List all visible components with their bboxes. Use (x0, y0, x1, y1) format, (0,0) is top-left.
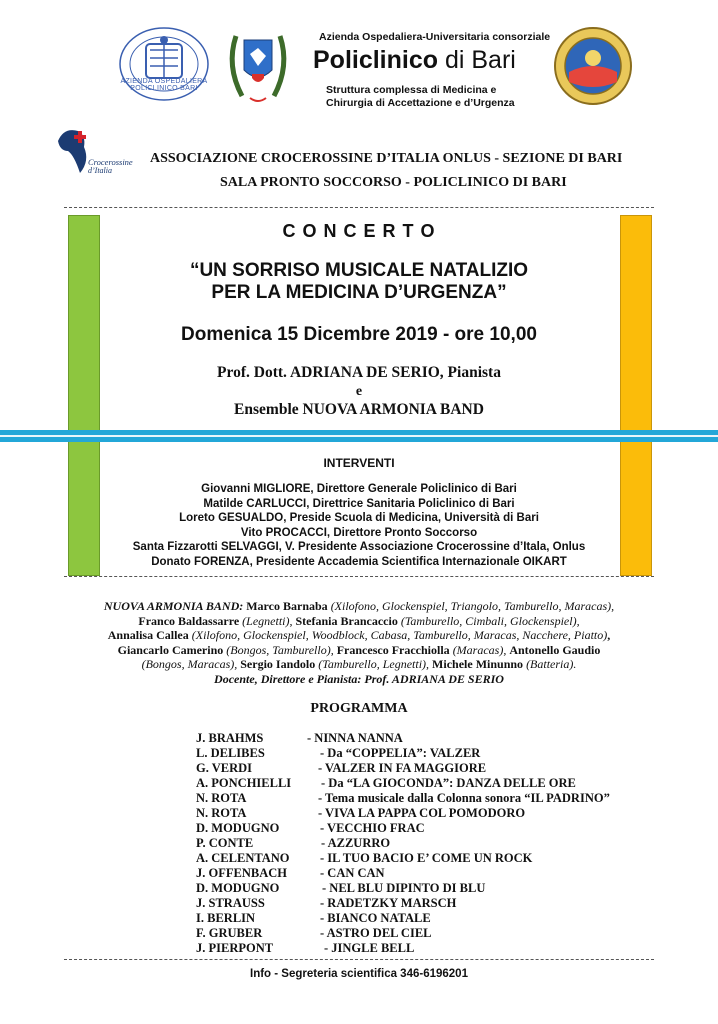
piece: - Tema musicale dalla Colonna sonora “IL PADRINO” (318, 791, 610, 805)
interventi-item: Donato FORENZA, Presidente Accademia Scientifica Internazionale OIKART (151, 555, 567, 568)
struttura-line-1: Struttura complessa di Medicina e (326, 84, 497, 96)
interventi-item: Giovanni MIGLIORE, Direttore Generale Policlinico di Bari (201, 483, 517, 495)
composer: D. MODUGNO (196, 881, 280, 895)
programma-heading: PROGRAMMA (310, 701, 408, 716)
piece: - RADETZKY MARSCH (320, 896, 457, 910)
performer-line-3: Ensemble NUOVA ARMONIA BAND (234, 401, 484, 418)
interventi-item: Santa Fizzarotti SELVAGGI, V. Presidente Associazione Crocerossine d’Itala, Onlus (132, 541, 586, 553)
piece: - NEL BLU DIPINTO DI BLU (322, 881, 486, 895)
band-label: NUOVA ARMONIA BAND: (103, 599, 244, 613)
band-member-instruments: (Bongos, Maracas), (141, 657, 238, 672)
band-line-3: Annalisa Callea (Xilofono, Glockenspiel, Woodblock, Cabasa, Tamburello, Maracas, Nacchere, Piatto), (107, 628, 611, 643)
blue-band (0, 430, 718, 442)
piece: - BIANCO NATALE (320, 911, 431, 925)
band-member-name: Annalisa Callea (107, 628, 189, 643)
piece: - NINNA NANNA (307, 731, 403, 745)
composer: J. BRAHMS (196, 731, 264, 745)
band-line-2 (60, 614, 658, 629)
crocerossine-logo-text-1: Crocerossine (88, 157, 133, 167)
composer: I. BERLIN (196, 911, 256, 925)
piece: - JINGLE BELL (324, 941, 415, 955)
band-member-instruments: (Tamburello, Cimbali, Glockenspiel), (400, 613, 580, 628)
band-line-1 (60, 599, 658, 614)
divider-bottom (64, 959, 654, 960)
band-line-4 (60, 643, 658, 658)
policlinico-title (313, 45, 516, 75)
band-member-instruments: (Bongos, Tamburello), (226, 642, 334, 657)
regione-laurel-logo (222, 26, 294, 106)
piece: - CAN CAN (320, 866, 385, 880)
composer: J. STRAUSS (196, 896, 265, 910)
concert-title-2: PER LA MEDICINA D’URGENZA” (211, 282, 507, 303)
policlinico-seal-caption: AZIENDA OSPEDALIERA POLICLINICO BARI (120, 78, 208, 92)
band-member-name: Sergio Iandolo (240, 657, 316, 672)
divider-top (64, 207, 654, 208)
interventi-heading: INTERVENTI (323, 456, 395, 470)
association-line-1: ASSOCIAZIONE CROCEROSSINE D’ITALIA ONLUS - SEZIONE DI BARI (150, 151, 623, 166)
composer: J. PIERPONT (196, 941, 274, 955)
composer: P. CONTE (196, 836, 254, 850)
piece: - ASTRO DEL CIEL (320, 926, 432, 940)
band-member-instruments: (Batteria). (526, 657, 577, 672)
composer: D. MODUGNO (196, 821, 280, 835)
band-member-name: Stefania Brancaccio (295, 613, 398, 628)
association-line-2: SALA PRONTO SOCCORSO - POLICLINICO DI BARI (220, 175, 567, 190)
band-member-name: Antonello Gaudio (509, 642, 601, 657)
interventi-item: Vito PROCACCI, Direttore Pronto Soccorso (240, 526, 478, 539)
policlinico-title-bold: Policlinico (313, 46, 439, 74)
piece: - VECCHIO FRAC (320, 821, 425, 835)
band-member-name: Giancarlo Camerino (117, 642, 224, 657)
divider-middle (64, 576, 654, 577)
band-member-name: Franco Baldassarre (138, 613, 240, 628)
struttura-line-2: Chirurgia di Accettazione e d’Urgenza (326, 97, 515, 109)
composer: A. CELENTANO (196, 851, 290, 865)
band-line-6 (60, 672, 658, 687)
interventi-list (0, 482, 718, 569)
composer: A. PONCHIELLI (196, 776, 292, 790)
band-member-name: Marco Barnaba (246, 599, 328, 613)
band-member-instruments: (Tamburello, Legnetti), (318, 657, 430, 672)
piece: - Da “LA GIOCONDA”: DANZA DELLE ORE (321, 776, 576, 790)
interventi-item: Matilde CARLUCCI, Direttrice Sanitaria Policlinico di Bari (203, 497, 515, 510)
band-member-instruments: (Legnetti), (242, 613, 293, 628)
policlinico-seal-logo (116, 26, 212, 104)
crocerossine-logo-text-2: d’Italia (88, 166, 112, 175)
piece: - VIVA LA PAPPA COL POMODORO (318, 806, 526, 820)
composer: N. ROTA (196, 791, 247, 805)
concert-heading: C O N C E R T O (282, 221, 436, 241)
band-line-5 (60, 657, 658, 672)
policlinico-title-rest: di Bari (438, 46, 516, 74)
band-member-name: Michele Minunno (432, 657, 524, 672)
band-member-instruments: (Xilofono, Glockenspiel, Woodblock, Cabasa, Tamburello, Maracas, Nacchere, Piatto) (191, 628, 608, 643)
band-docente: Docente, Direttore e Pianista: Prof. ADRIANA DE SERIO (214, 671, 504, 686)
concert-title-1: “UN SORRISO MUSICALE NATALIZIO (189, 260, 529, 281)
azienda-line: Azienda Ospedaliera-Universitaria consorziale (319, 31, 551, 43)
composer: J. OFFENBACH (196, 866, 287, 880)
piece: - VALZER IN FA MAGGIORE (318, 761, 487, 775)
composer: F. GRUBER (196, 926, 263, 940)
piece: - AZZURRO (321, 836, 391, 850)
band-members (60, 599, 658, 687)
composer: N. ROTA (196, 806, 247, 820)
performer-line-1: Prof. Dott. ADRIANA DE SERIO, Pianista (217, 364, 501, 381)
university-seal-logo (553, 26, 633, 106)
piece: - IL TUO BACIO E’ COME UN ROCK (320, 851, 533, 865)
composer: L. DELIBES (196, 746, 265, 760)
interventi-item: Loreto GESUALDO, Preside Scuola di Medicina, Università di Bari (179, 512, 539, 524)
composer: G. VERDI (196, 761, 253, 775)
performer-line-2: e (355, 384, 363, 399)
band-member-instruments: (Xilofono, Glockenspiel, Triangolo, Tamburello, Maracas), (330, 599, 615, 613)
piece: - Da “COPPELIA”: VALZER (320, 746, 481, 760)
concert-date: Domenica 15 Dicembre 2019 - ore 10,00 (181, 324, 537, 345)
band-member-instruments: (Maracas), (452, 642, 507, 657)
footer-info: Info - Segreteria scientifica 346-6196201 (250, 968, 468, 980)
band-member-name: Francesco Fracchiolla (336, 642, 450, 657)
